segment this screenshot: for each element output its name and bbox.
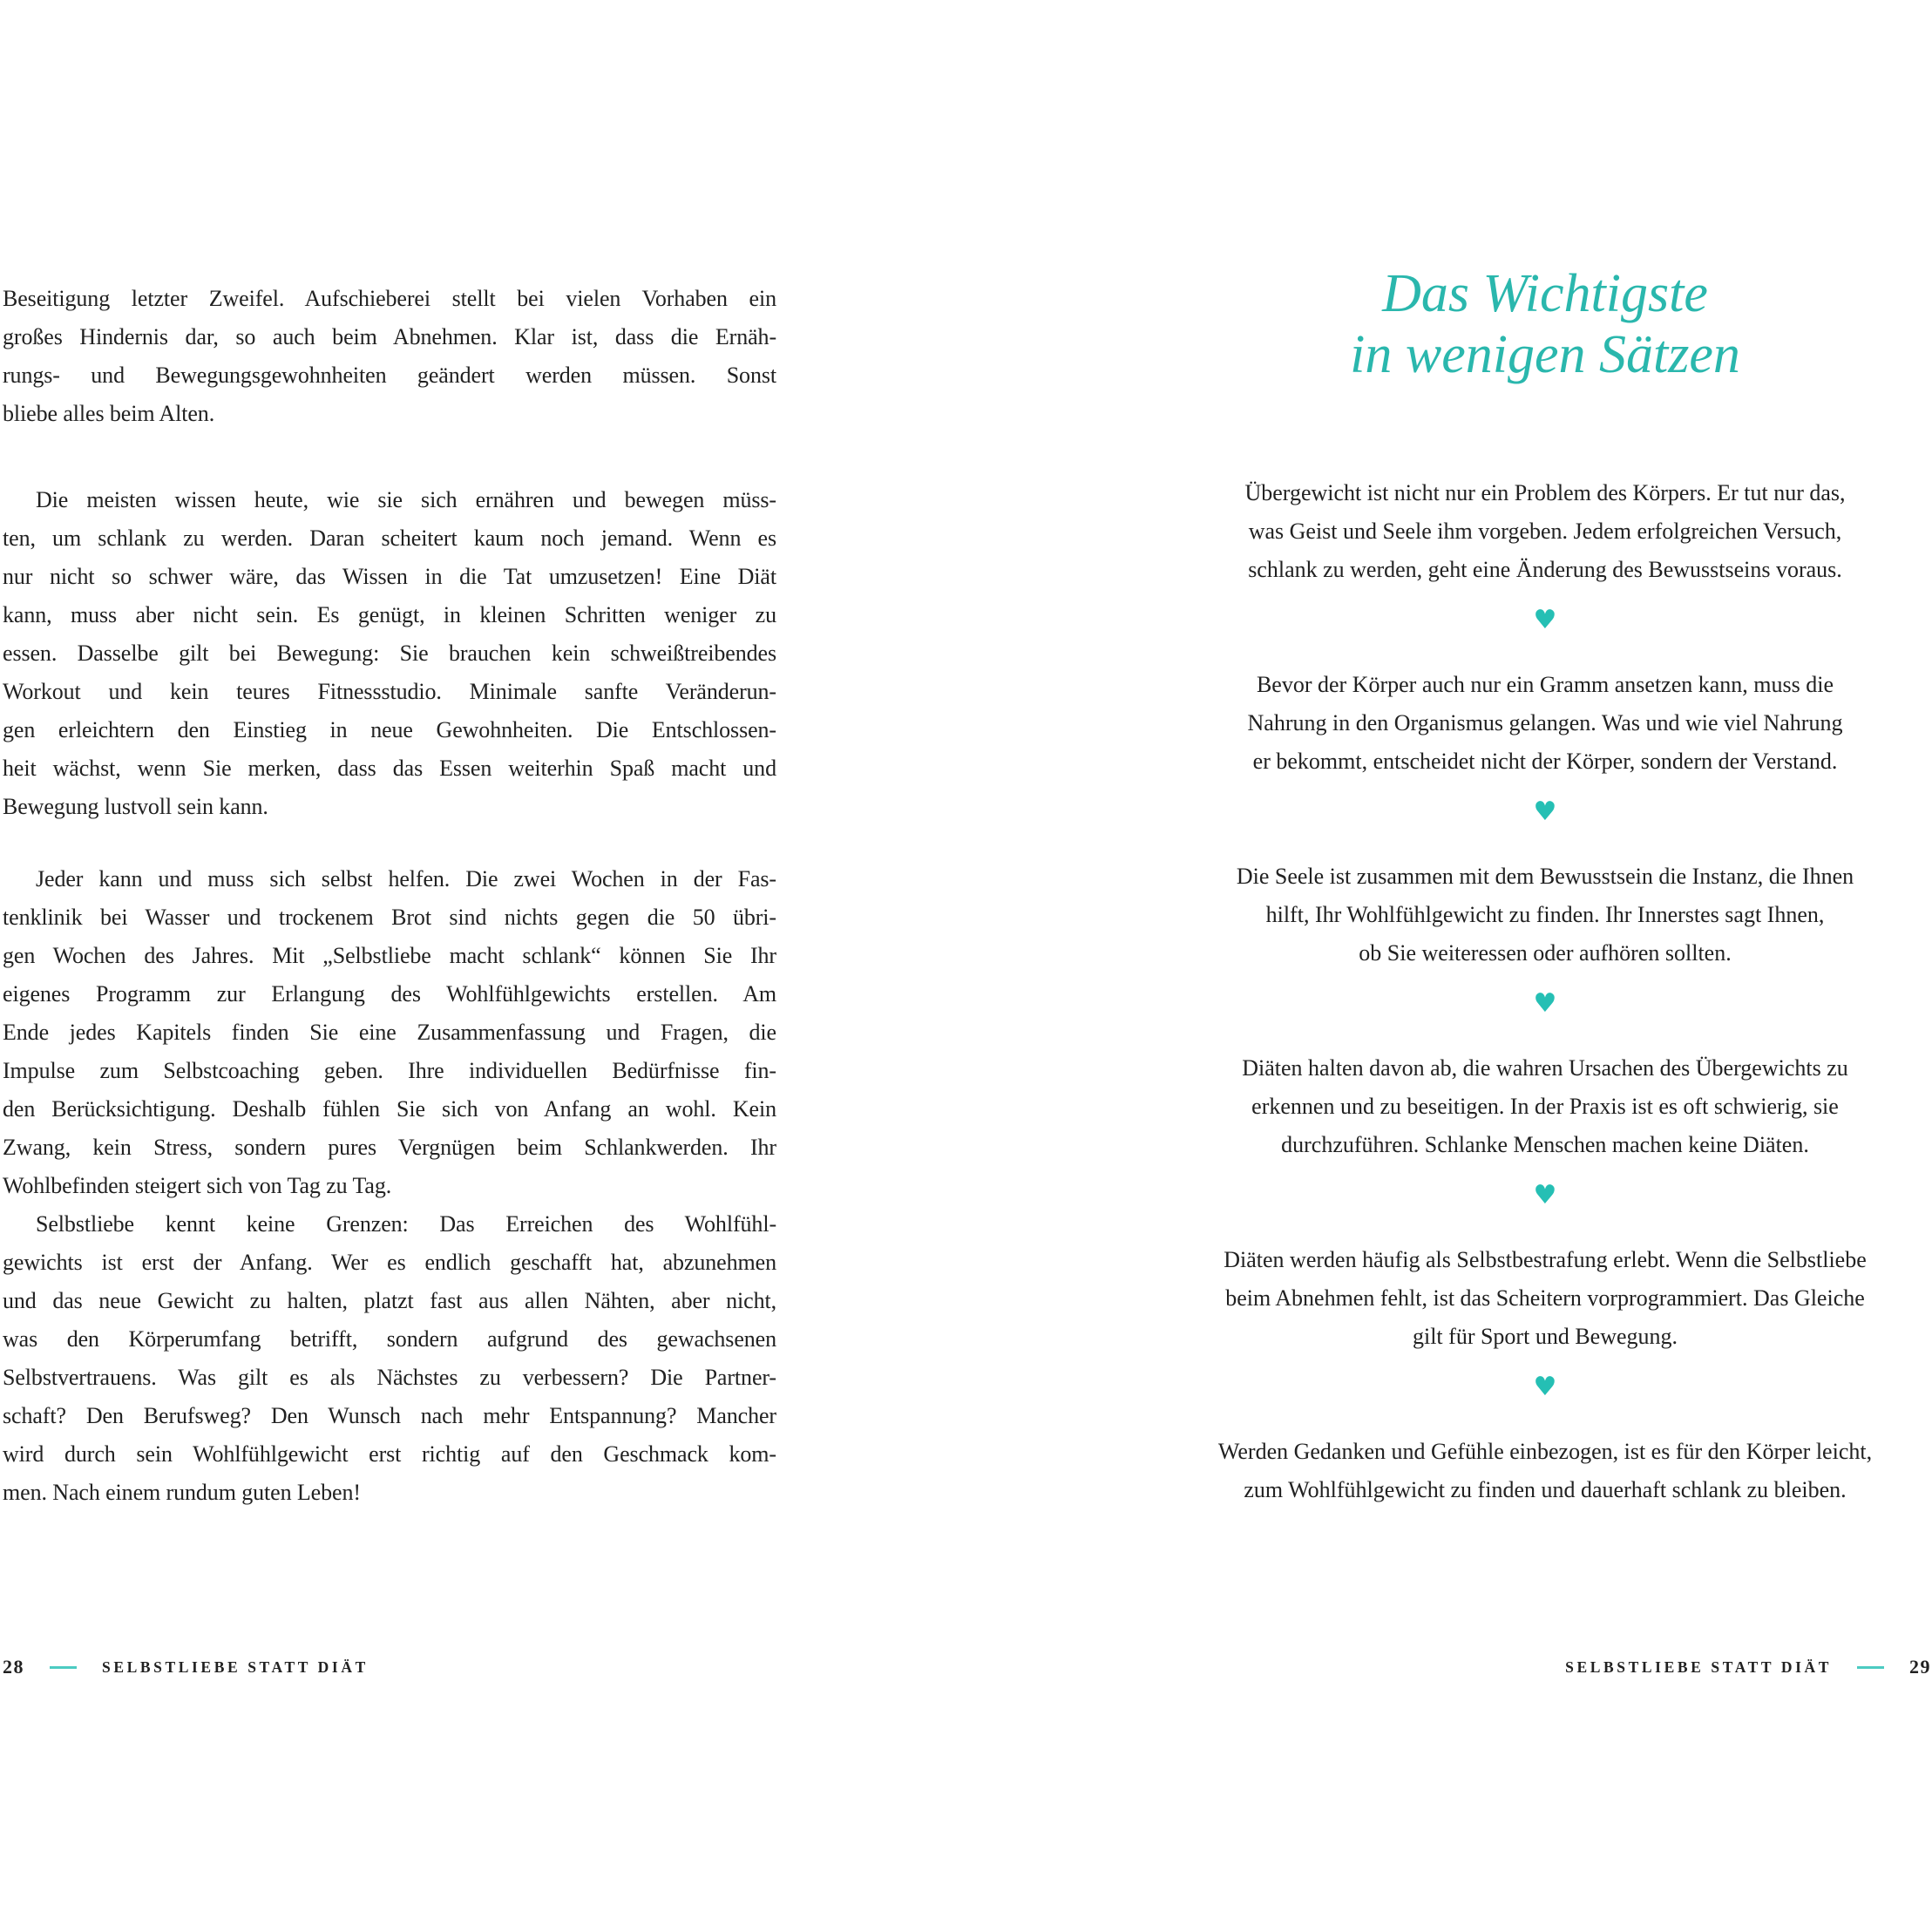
summary-paragraph [1159, 1433, 1931, 1509]
text-line: Diäten werden häufig als Selbstbestrafung erlebt. Wenn die Selbstliebe [1224, 1247, 1867, 1272]
text-line: gewichts ist erst der Anfang. Wer es endlich geschafft hat, abzunehmen [3, 1250, 776, 1275]
text-line: Bevor der Körper auch nur ein Gramm ansetzen kann, muss die [1256, 672, 1834, 697]
text-line: schlank zu werden, geht eine Änderung des Bewusstseins voraus. [1248, 557, 1842, 582]
page-number-left: 28 [3, 1656, 24, 1678]
text-line: Bewegung lustvoll sein kann. [3, 794, 268, 819]
text-line: was den Körperumfang betrifft, sondern aufgrund des gewachsenen [3, 1326, 776, 1352]
heart-separator [1159, 1368, 1931, 1407]
text-line: Impulse zum Selbstcoaching geben. Ihre individuellen Bedürfnisse fin- [3, 1058, 776, 1083]
text-line: Zwang, kein Stress, sondern pures Vergnügen beim Schlankwerden. Ihr [3, 1135, 776, 1160]
footer-rule-icon [1857, 1666, 1884, 1669]
summary-paragraph [1159, 1241, 1931, 1356]
body-paragraph [3, 860, 776, 1205]
summary-paragraph [1159, 666, 1931, 781]
heart-separator [1159, 601, 1931, 640]
text-line: schaft? Den Berufsweg? Den Wunsch nach mehr Entspannung? Mancher [3, 1403, 776, 1428]
heart-separator [1159, 985, 1931, 1023]
text-line: eigenes Programm zur Erlangung des Wohlfühlgewichts erstellen. Am [3, 981, 776, 1007]
summary-paragraph-list [1159, 474, 1931, 1509]
text-line: zum Wohlfühlgewicht zu finden und dauerhaft schlank zu bleiben. [1244, 1477, 1847, 1502]
text-line: tenklinik bei Wasser und trockenem Brot sind nichts gegen die 50 übri- [3, 905, 776, 930]
text-line: men. Nach einem rundum guten Leben! [3, 1480, 361, 1505]
text-line: Werden Gedanken und Gefühle einbezogen, ist es für den Körper leicht, [1217, 1439, 1873, 1464]
text-line: was Geist und Seele ihm vorgeben. Jedem erfolgreichen Versuch, [1248, 519, 1842, 544]
left-page-footer [3, 1652, 776, 1682]
text-line: nur nicht so schwer wäre, das Wissen in die Tat umzusetzen! Eine Diät [3, 564, 776, 589]
heart-icon: ♥ [1533, 1180, 1557, 1210]
heart-icon: ♥ [1533, 605, 1557, 635]
text-line: den Berücksichtigung. Deshalb fühlen Sie sich von Anfang an wohl. Kein [3, 1096, 776, 1122]
book-title-right: SELBSTLIEBE STATT DIÄT [1565, 1657, 1832, 1676]
text-line: und das neue Gewicht zu halten, platzt fast aus allen Nähten, aber nicht, [3, 1288, 776, 1313]
text-line: Die Seele ist zusammen mit dem Bewusstsein die Instanz, die Ihnen [1236, 864, 1854, 889]
text-line: gen erleichtern den Einstieg in neue Gewohnheiten. Die Entschlossen- [3, 717, 776, 742]
text-line: heit wächst, wenn Sie merken, dass das Essen weiterhin Spaß macht und [3, 756, 776, 781]
text-line: bliebe alles beim Alten. [3, 401, 215, 426]
book-title-left: SELBSTLIEBE STATT DIÄT [102, 1657, 369, 1676]
text-line: essen. Dasselbe gilt bei Bewegung: Sie brauchen kein schweißtreibendes [3, 641, 776, 666]
text-line: ob Sie weiteressen oder aufhören sollten. [1359, 940, 1732, 966]
text-line: Beseitigung letzter Zweifel. Aufschieberei stellt bei vielen Vorhaben ein [3, 286, 776, 311]
text-line: wird durch sein Wohlfühlgewicht erst richtig auf den Geschmack kom- [3, 1441, 776, 1467]
text-line: rungs- und Bewegungsgewohnheiten geändert werden müssen. Sonst [3, 363, 776, 388]
text-line: gilt für Sport und Bewegung. [1412, 1324, 1678, 1349]
heart-separator [1159, 793, 1931, 831]
summary-paragraph [1159, 1049, 1931, 1164]
text-line: durchzuführen. Schlanke Menschen machen keine Diäten. [1281, 1132, 1809, 1157]
body-paragraph [3, 280, 776, 433]
heart-separator [1159, 1176, 1931, 1215]
heading-line-2: in wenigen Sätzen [1350, 325, 1740, 384]
chapter-summary-heading [1159, 263, 1931, 385]
footer-rule-icon [50, 1666, 77, 1669]
text-line: hilft, Ihr Wohlfühlgewicht zu finden. Ihr Innerstes sagt Ihnen, [1265, 902, 1825, 927]
left-page-body [3, 280, 776, 1512]
text-line: er bekommt, entscheidet nicht der Körper, sondern der Verstand. [1252, 749, 1838, 774]
text-line: Die meisten wissen heute, wie sie sich ernähren und bewegen müss- [36, 487, 776, 512]
right-page-body [1159, 263, 1931, 1522]
text-line: großes Hindernis dar, so auch beim Abnehmen. Klar ist, dass die Ernäh- [3, 324, 776, 349]
text-line: Diäten halten davon ab, die wahren Ursachen des Übergewichts zu [1242, 1055, 1848, 1081]
heart-icon: ♥ [1533, 1372, 1557, 1402]
text-line: Übergewicht ist nicht nur ein Problem des Körpers. Er tut nur das, [1244, 480, 1846, 505]
page-number-right: 29 [1909, 1656, 1931, 1678]
body-paragraph [3, 1205, 776, 1512]
heading-line-1: Das Wichtigste [1382, 264, 1708, 323]
summary-paragraph [1159, 858, 1931, 973]
summary-paragraph [1159, 474, 1931, 589]
text-line: Workout und kein teures Fitnessstudio. Minimale sanfte Veränderun- [3, 679, 776, 704]
text-line: Nahrung in den Organismus gelangen. Was und wie viel Nahrung [1247, 710, 1843, 736]
text-line: kann, muss aber nicht sein. Es genügt, in kleinen Schritten weniger zu [3, 602, 776, 627]
heart-icon: ♥ [1533, 988, 1557, 1019]
text-line: Ende jedes Kapitels finden Sie eine Zusammenfassung und Fragen, die [3, 1020, 776, 1045]
text-line: Wohlbefinden steigert sich von Tag zu Tag. [3, 1173, 392, 1198]
right-page-footer [1159, 1652, 1931, 1682]
text-line: erkennen und zu beseitigen. In der Praxis ist es oft schwierig, sie [1251, 1094, 1839, 1119]
heart-icon: ♥ [1533, 797, 1557, 827]
text-line: beim Abnehmen fehlt, ist das Scheitern vorprogrammiert. Das Gleiche [1225, 1285, 1865, 1311]
text-line: Selbstliebe kennt keine Grenzen: Das Erreichen des Wohlfühl- [36, 1211, 776, 1237]
text-line: Selbstvertrauens. Was gilt es als Nächstes zu verbessern? Die Partner- [3, 1365, 776, 1390]
text-line: Jeder kann und muss sich selbst helfen. Die zwei Wochen in der Fas- [36, 866, 776, 891]
text-line: gen Wochen des Jahres. Mit „Selbstliebe macht schlank“ können Sie Ihr [3, 943, 776, 968]
body-paragraph [3, 481, 776, 826]
text-line: ten, um schlank zu werden. Daran scheitert kaum noch jemand. Wenn es [3, 525, 776, 551]
